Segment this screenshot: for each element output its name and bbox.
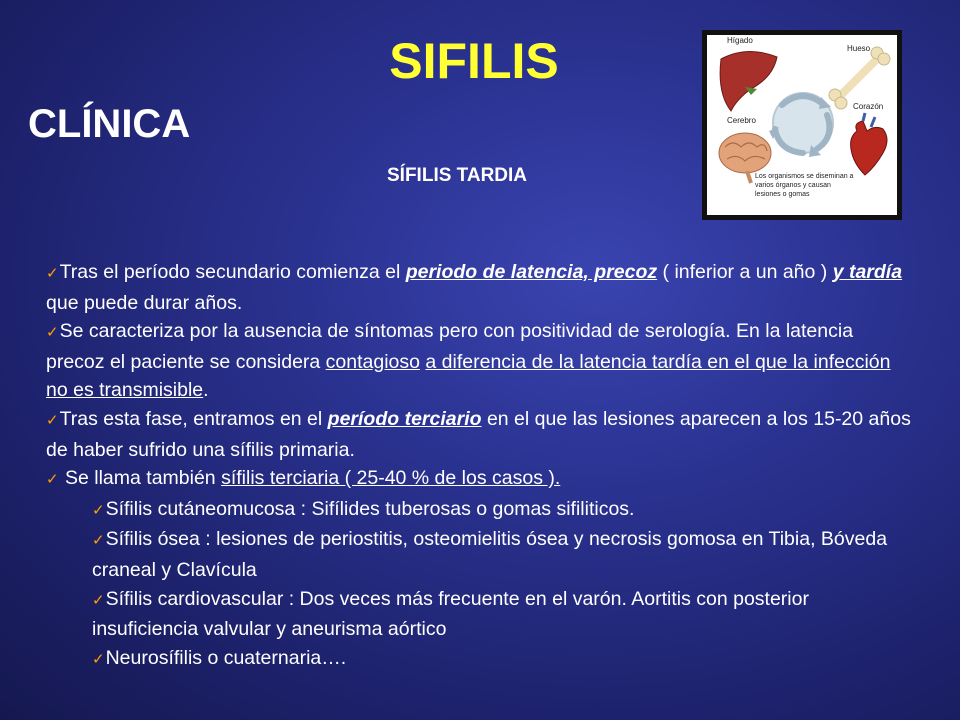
checkmark-icon: ✓ [46, 471, 59, 489]
slide-body [46, 258, 916, 674]
slide-subtitle: CLÍNICA [28, 102, 191, 146]
checkmark-icon: ✓ [46, 411, 59, 429]
bullet-text: . [203, 379, 209, 402]
bullet-text: ( inferior a un año ) [657, 261, 833, 283]
checkmark-icon: ✓ [92, 650, 105, 668]
bullet-text: Se caracteriza por la ausencia de síntomas pero con positividad de serología. En la latencia precoz el paciente se considera [46, 320, 854, 373]
bullet-text: Tras esta fase, entramos en el [59, 407, 328, 430]
bone-icon [829, 44, 890, 109]
sub-bullet-text: Neurosífilis o cuaternaria…. [105, 646, 347, 669]
brain-label: Cerebro [727, 116, 756, 125]
sub-bullet-text: Sífilis cardiovascular : Dos veces más frecuente en el varón. Aortitis con posterior insuficiencia valvular y aneurisma aórtico [92, 587, 809, 641]
spread-cycle-icon [769, 93, 833, 157]
section-heading: SÍFILIS TARDIA [387, 165, 528, 186]
checkmark-icon: ✓ [46, 324, 59, 342]
liver-icon [720, 51, 777, 111]
bullet-tertiary-period [46, 405, 916, 464]
sub-bullet-mucocutaneous [46, 495, 916, 526]
bone-label: Hueso [847, 44, 871, 53]
checkmark-icon: ✓ [92, 532, 105, 550]
term-early-latency: periodo de latencia, precoz [405, 261, 658, 283]
bullet-serology [46, 317, 916, 405]
sub-bullet-neurosyphilis [46, 644, 916, 675]
sub-bullet-cardiovascular [46, 585, 916, 644]
bullet-text: Se llama también [59, 467, 222, 490]
figure-caption: Los organismos se diseminan a varios órganos y causan lesiones o gomas [755, 173, 854, 198]
sub-bullet-text: Sífilis ósea : lesiones de periostitis, osteomielitis ósea y necrosis gomosa en Tibia, Bóveda craneal y Clavícula [92, 528, 888, 581]
bullet-latency [46, 258, 916, 317]
term-tertiary-syphilis: sífilis terciaria ( 25-40 % de los casos ). [221, 467, 561, 490]
checkmark-icon: ✓ [92, 501, 105, 519]
term-tertiary-period: período terciario [327, 407, 482, 430]
checkmark-icon: ✓ [92, 591, 105, 609]
organs-illustration [702, 30, 902, 220]
bullet-tertiary-syphilis [46, 464, 916, 495]
liver-label: Hígado [727, 36, 753, 45]
term-late-latency: y tardía [832, 261, 903, 283]
term-contagious: contagioso [325, 350, 420, 373]
bullet-text: que puede durar años. [46, 291, 243, 314]
bullet-text: en el que las lesiones aparecen a los 15-20 años de haber sufrido una sífilis primaria. [46, 407, 911, 461]
slide-title: SIFILIS [389, 33, 559, 89]
heart-icon [851, 113, 887, 175]
bullet-text: Tras el período secundario comienza el [59, 261, 406, 283]
sub-bullet-bone [46, 525, 916, 584]
term-not-transmissible: a diferencia de la latencia tardía en el que la infección no es transmisible [46, 350, 891, 402]
organs-illustration-panel [707, 35, 897, 215]
sub-bullet-text: Sífilis cutáneomucosa : Sifílides tuberosas o gomas sifiliticos. [105, 497, 635, 520]
heart-label: Corazón [853, 102, 884, 111]
checkmark-icon: ✓ [46, 265, 59, 282]
